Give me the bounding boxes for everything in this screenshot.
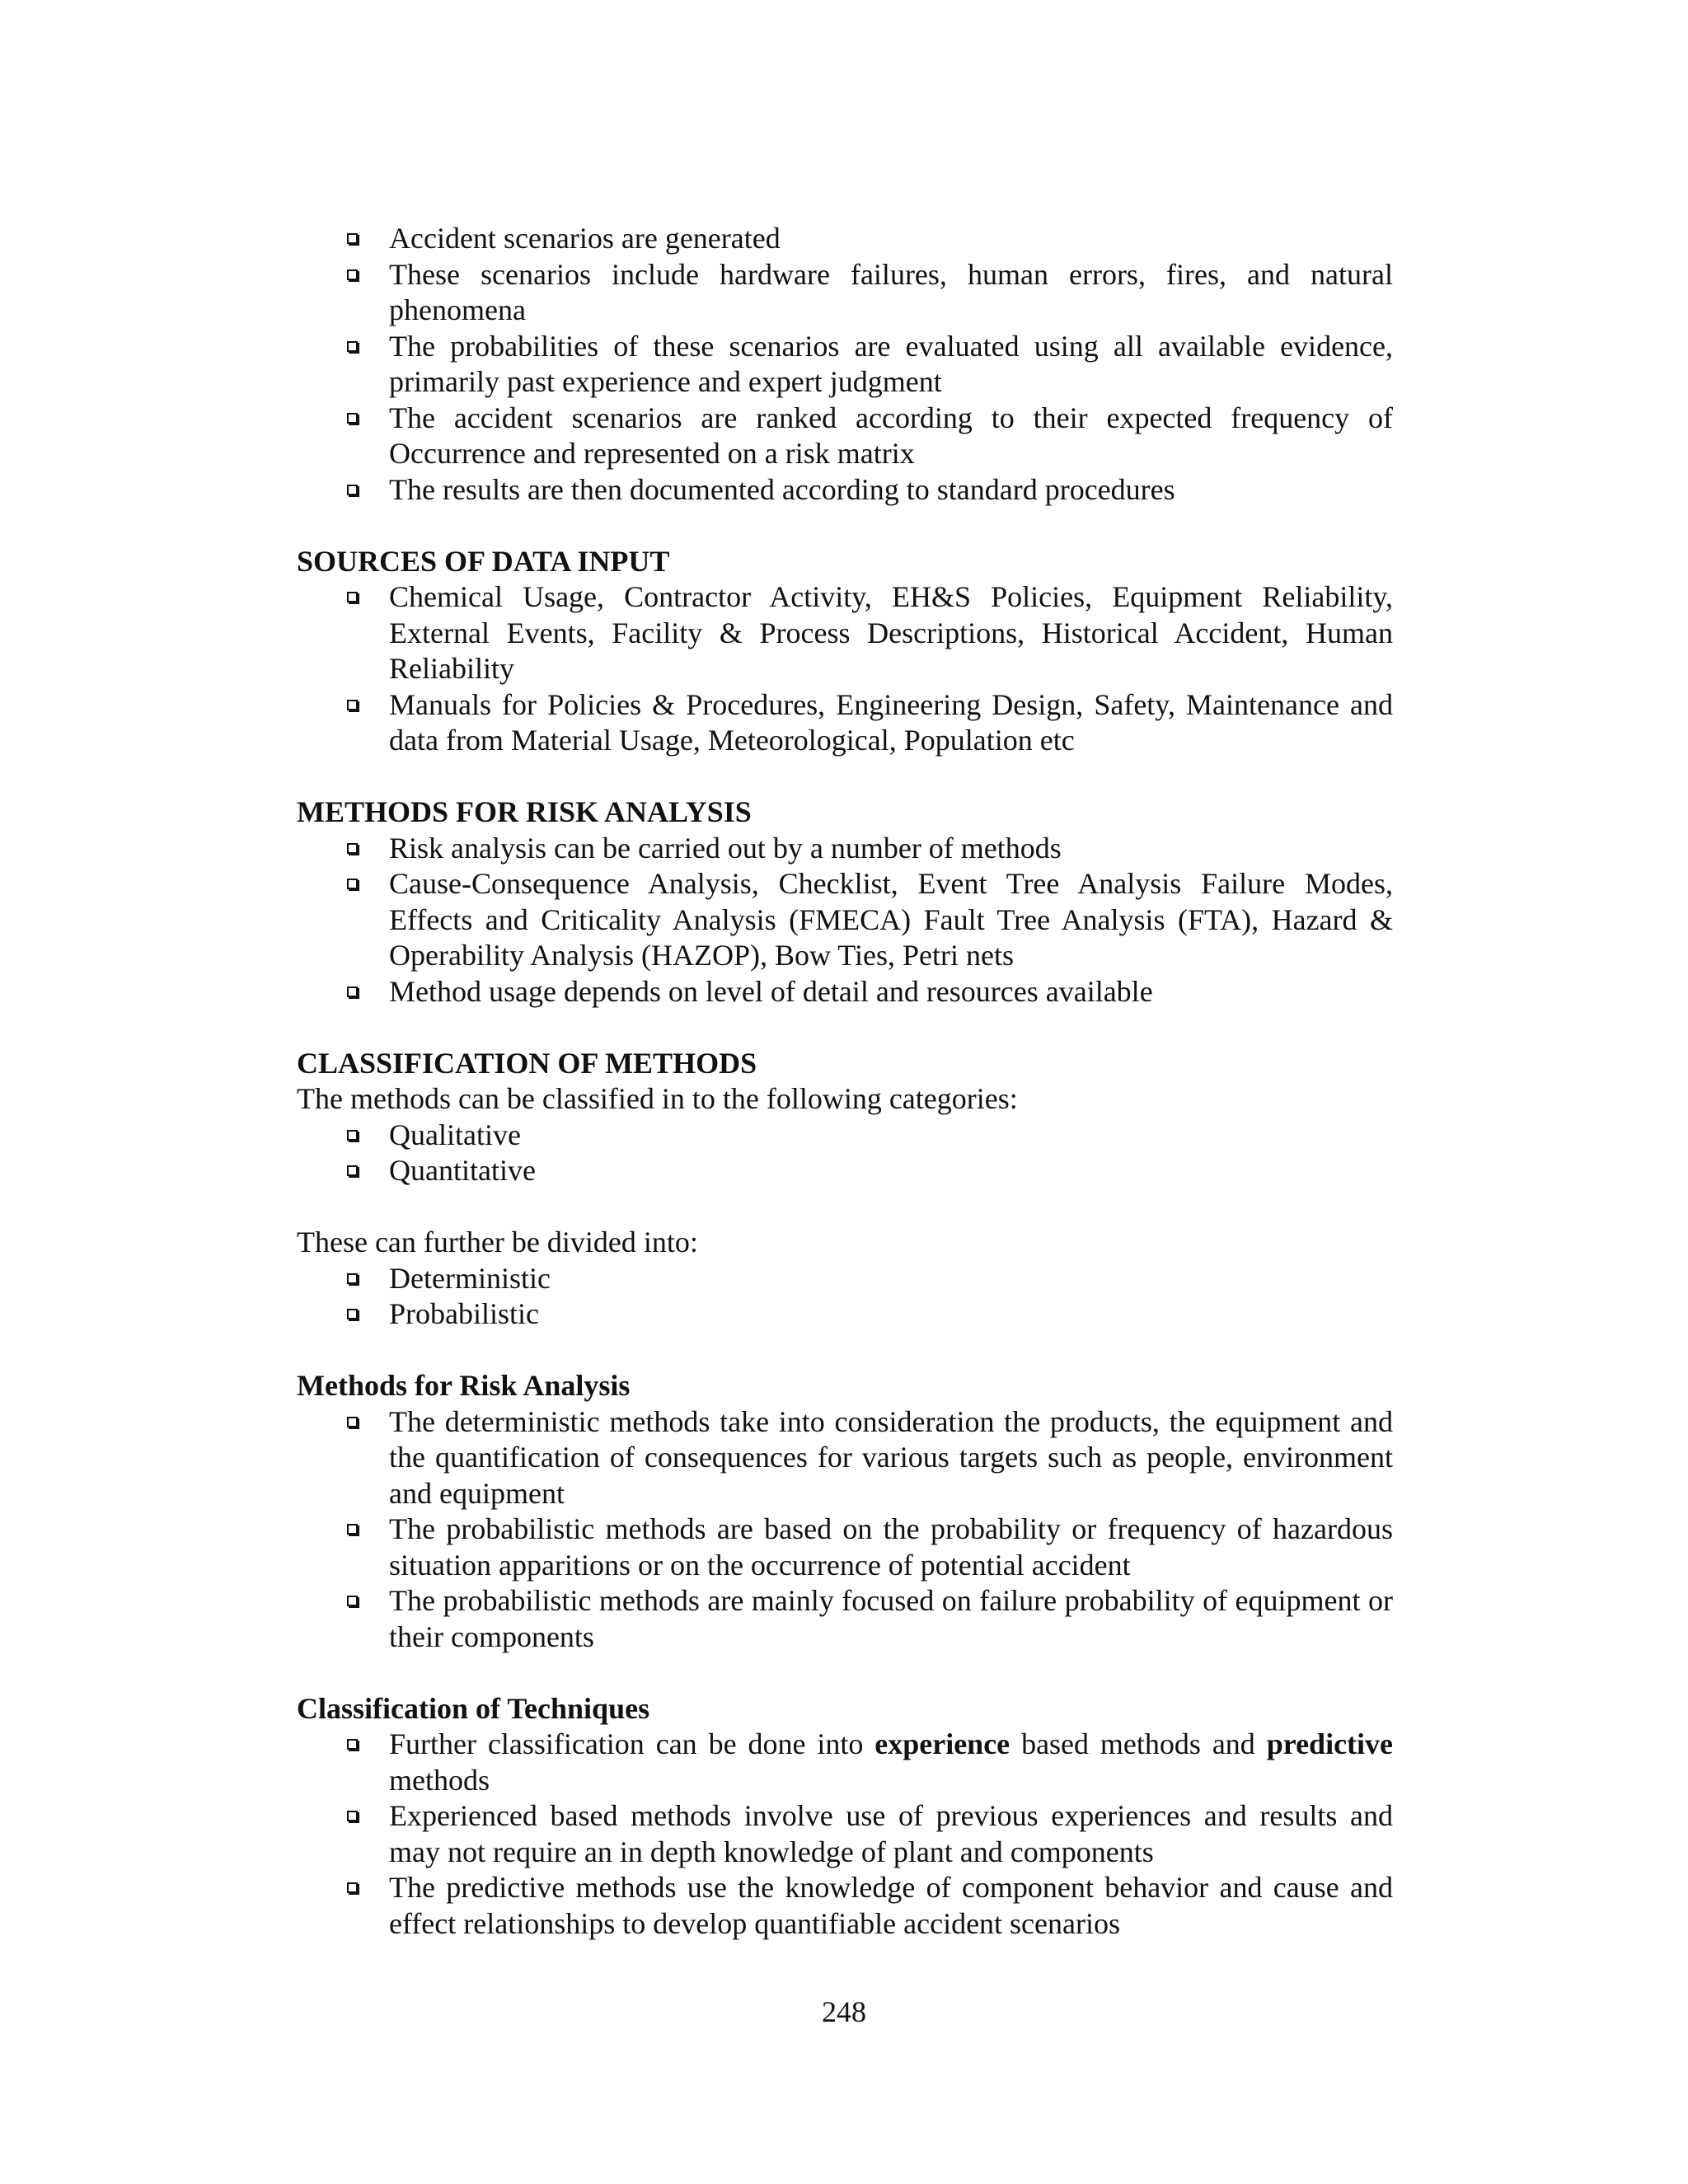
categories-bullet-list: [297, 1118, 1393, 1189]
spacer: [297, 1010, 1393, 1046]
checkbox-bullet-icon: [347, 1739, 358, 1750]
list-item: Method usage depends on level of detail and resources available: [297, 974, 1393, 1010]
spacer: [297, 1333, 1393, 1369]
list-item: Deterministic: [297, 1261, 1393, 1297]
spacer: [297, 1655, 1393, 1691]
checkbox-bullet-icon: [347, 987, 358, 997]
sources-bullet-list: [297, 579, 1393, 759]
checkbox-bullet-icon: [347, 1811, 358, 1821]
checkbox-bullet-icon: [347, 413, 358, 424]
list-item: Risk analysis can be carried out by a number of methods: [297, 831, 1393, 867]
methods-bullet-list: [297, 831, 1393, 1010]
checkbox-bullet-icon: [347, 1882, 358, 1893]
further-division-intro: These can further be divided into:: [297, 1226, 698, 1258]
checkbox-bullet-icon: [347, 843, 358, 854]
list-item: Chemical Usage, Contractor Activity, EH&S Policies, Equipment Reliability, External Events, Facility & Process Descriptions, Historical Accident, Human Reliability: [297, 579, 1393, 687]
section-heading-classification: CLASSIFICATION OF METHODS: [297, 1046, 757, 1080]
checkbox-bullet-icon: [347, 341, 358, 352]
page-number: 248: [822, 1995, 866, 2028]
list-item: Experienced based methods involve use of previous experiences and results and may not require an in depth knowledge of plant and components: [297, 1798, 1393, 1870]
list-item: Quantitative: [297, 1153, 1393, 1189]
checkbox-bullet-icon: [347, 269, 358, 280]
checkbox-bullet-icon: [347, 485, 358, 495]
checkbox-bullet-icon: [347, 1524, 358, 1535]
list-item: Qualitative: [297, 1118, 1393, 1154]
checkbox-bullet-icon: [347, 592, 358, 602]
techniques-bullet-list: [297, 1727, 1393, 1942]
emphasis-experience: experience: [874, 1727, 1010, 1760]
list-item: Cause-Consequence Analysis, Checklist, Event Tree Analysis Failure Modes, Effects and Criticality Analysis (FMECA) Fault Tree Analysis (FTA), Hazard & Operability Analysis (HAZOP), Bow Ties, Petri nets: [297, 866, 1393, 974]
subcategories-bullet-list: [297, 1261, 1393, 1333]
checkbox-bullet-icon: [347, 700, 358, 710]
section-heading-techniques: Classification of Techniques: [297, 1691, 650, 1725]
list-item: Accident scenarios are generated: [297, 221, 1393, 257]
section-heading-methods: METHODS FOR RISK ANALYSIS: [297, 795, 752, 828]
list-item: Probabilistic: [297, 1296, 1393, 1333]
checkbox-bullet-icon: [347, 1309, 358, 1319]
methods-detail-bullet-list: [297, 1404, 1393, 1656]
list-item: The results are then documented according to standard procedures: [297, 472, 1393, 509]
list-item: Manuals for Policies & Procedures, Engineering Design, Safety, Maintenance and data from Material Usage, Meteorological, Population etc: [297, 687, 1393, 759]
emphasis-predictive: predictive: [1266, 1727, 1394, 1760]
list-item: The deterministic methods take into consideration the products, the equipment and the quantification of consequences for various targets such as people, environment and equipment: [297, 1404, 1393, 1512]
checkbox-bullet-icon: [347, 233, 358, 244]
section-heading-sources: SOURCES OF DATA INPUT: [297, 544, 670, 578]
section-heading-methods-detail: Methods for Risk Analysis: [297, 1369, 631, 1402]
list-item: The probabilistic methods are mainly focused on failure probability of equipment or their components: [297, 1583, 1393, 1655]
classification-intro: The methods can be classified in to the following categories:: [297, 1082, 1018, 1115]
list-item: Further classification can be done into experience based methods and predictive methods: [297, 1727, 1393, 1798]
list-item: The accident scenarios are ranked according to their expected frequency of Occurrence and represented on a risk matrix: [297, 401, 1393, 472]
checkbox-bullet-icon: [347, 1273, 358, 1284]
page-body: [297, 221, 1393, 1942]
checkbox-bullet-icon: [347, 1596, 358, 1606]
list-item: These scenarios include hardware failures, human errors, fires, and natural phenomena: [297, 257, 1393, 329]
checkbox-bullet-icon: [347, 1130, 358, 1141]
list-item: The probabilities of these scenarios are evaluated using all available evidence, primarily past experience and expert judgment: [297, 329, 1393, 401]
list-item: The probabilistic methods are based on the probability or frequency of hazardous situation apparitions or on the occurrence of potential accident: [297, 1511, 1393, 1583]
checkbox-bullet-icon: [347, 879, 358, 889]
checkbox-bullet-icon: [347, 1417, 358, 1427]
spacer: [297, 508, 1393, 544]
spacer: [297, 759, 1393, 795]
checkbox-bullet-icon: [347, 1165, 358, 1176]
intro-bullet-list: [297, 221, 1393, 508]
spacer: [297, 1189, 1393, 1226]
list-item: The predictive methods use the knowledge of component behavior and cause and effect relationships to develop quantifiable accident scenarios: [297, 1870, 1393, 1942]
